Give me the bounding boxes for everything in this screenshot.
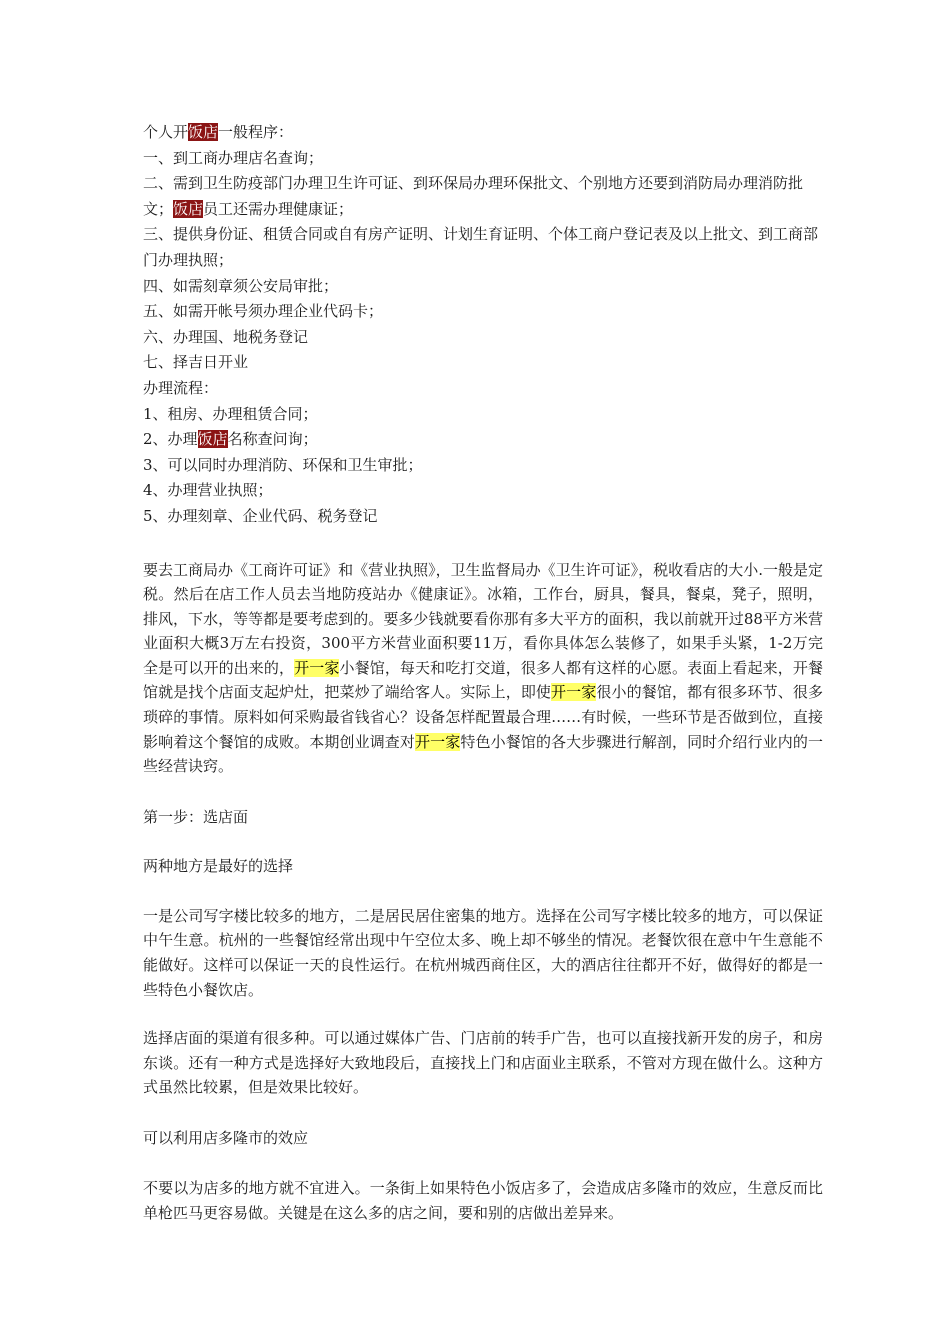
process-item: 3、可以同时办理消防、环保和卫生审批； bbox=[143, 455, 423, 474]
keyword-highlight: 饭店 bbox=[173, 199, 204, 218]
process-item: 2、办理饭店名称查问询； bbox=[143, 430, 318, 449]
subsection-heading: 两种地方是最好的选择 bbox=[143, 856, 294, 875]
procedure-item: 二、需到卫生防疫部门办理卫生许可证、到环保局办理环保批文、个别地方还要到消防局办理消防批文；饭店员工还需办理健康证； bbox=[143, 174, 804, 218]
intro-paragraph: 要去工商局办《工商许可证》和《营业执照》，卫生监督局办《卫生许可证》，税收看店的大小.一般是定税。然后在店工作人员去当地防疫站办《健康证》。冰箱，工作台，厨具，餐具，餐桌，凳子，照明，排风，下水，等等都是要考虑到的。要多少钱就要看你那有多大平方的面积，我以前就开过88平方米营业面积大概3万左右投资，300平方米营业面积要11万，看你具体怎么装修了，如果手头紧，1-2万完全是可以开的出来的，开一家小餐馆，每天和吃打交道，很多人都有这样的心愿。表面上看起来，开餐馆就是找个店面支起炉灶，把菜炒了端给客人。实际上，即使开一家很小的餐馆，都有很多环节、很多琐碎的事情。原料如何采购最省钱省心？设备怎样配置最合理……有时候，一些环节是否做到位，直接影响着这个餐馆的成败。本期创业调查对开一家特色小餐馆的各大步骤进行解剖，同时介绍行业内的一些经营诀窍。 bbox=[143, 560, 823, 776]
procedure-item: 三、提供身份证、租赁合同或自有房产证明、计划生育证明、个体工商户登记表及以上批文、到工商部门办理执照； bbox=[143, 225, 819, 269]
keyword-highlight: 开一家 bbox=[294, 658, 340, 677]
body-paragraph: 一是公司写字楼比较多的地方，二是居民居住密集的地方。选择在公司写字楼比较多的地方，可以保证中午生意。杭州的一些餐馆经常出现中午空位太多、晚上却不够坐的情况。老餐饮很在意中午生意能不能做好。这样可以保证一天的良性运行。在杭州城西商住区，大的酒店往往都开不好，做得好的都是一些特色小餐饮店。 bbox=[143, 906, 823, 999]
process-title: 办理流程： bbox=[143, 378, 219, 397]
process-item: 1、租房、办理租赁合同； bbox=[143, 404, 318, 423]
body-paragraph: 不要以为店多的地方就不宜进入。一条街上如果特色小饭店多了，会造成店多隆市的效应，生意反而比单枪匹马更容易做。关键是在这么多的店之间，要和别的店做出差异来。 bbox=[143, 1179, 823, 1222]
subsection-heading: 可以利用店多隆市的效应 bbox=[143, 1129, 309, 1147]
procedure-item: 六、办理国、地税务登记 bbox=[143, 327, 309, 346]
procedure-list bbox=[143, 120, 823, 530]
procedure-item: 四、如需刻章须公安局审批； bbox=[143, 276, 339, 295]
keyword-highlight: 饭店 bbox=[188, 123, 219, 141]
document-body bbox=[143, 120, 823, 1225]
keyword-highlight: 饭店 bbox=[197, 430, 228, 449]
body-paragraph: 选择店面的渠道有很多种。可以通过媒体广告、门店前的转手广告，也可以直接找新开发的房子，和房东谈。还有一种方式是选择好大致地段后，直接找上门和店面业主联系，不管对方现在做什么。这种方式虽然比较累，但是效果比较好。 bbox=[143, 1029, 823, 1097]
procedure-item: 七、择吉日开业 bbox=[143, 353, 249, 372]
process-item: 4、办理营业执照； bbox=[143, 481, 273, 500]
procedure-title: 个人开饭店一般程序： bbox=[143, 123, 294, 141]
keyword-highlight: 开一家 bbox=[551, 683, 597, 702]
process-item: 5、办理刻章、企业代码、税务登记 bbox=[143, 506, 378, 525]
procedure-item: 一、到工商办理店名查询； bbox=[143, 148, 324, 167]
procedure-item: 五、如需开帐号须办理企业代码卡； bbox=[143, 302, 384, 321]
section-heading: 第一步：选店面 bbox=[143, 807, 249, 826]
keyword-highlight: 开一家 bbox=[415, 732, 461, 751]
